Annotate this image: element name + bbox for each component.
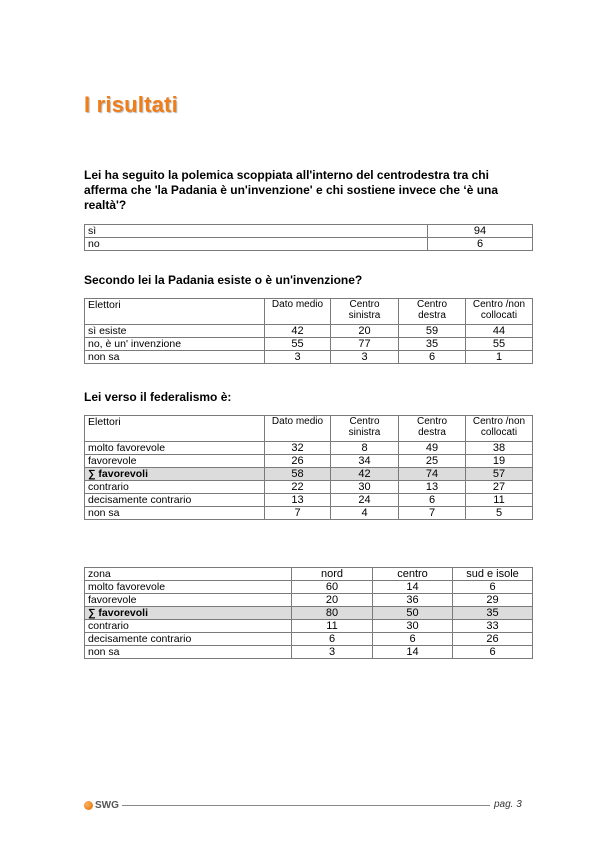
cell-value: 20: [292, 594, 373, 607]
cell-value: 3: [331, 351, 399, 364]
table-row: [85, 225, 533, 238]
cell-value: 49: [399, 442, 466, 455]
row-label: no: [85, 238, 428, 251]
question-1: Lei ha seguito la polemica scoppiata all'interno del centrodestra tra chi afferma che 'la Padania è un'invenzione' e chi sostiene invece che ‘è una realtà'?: [84, 168, 499, 212]
table-seguito-polemica: [84, 224, 533, 251]
header-label: zona: [85, 568, 292, 581]
column-header: Centro destra: [399, 299, 466, 325]
table-row: [85, 494, 533, 507]
cell-value: 6: [399, 351, 466, 364]
row-label: contrario: [85, 481, 265, 494]
row-label: sì: [85, 225, 428, 238]
header-label: Elettori: [85, 299, 265, 325]
row-label: non sa: [85, 351, 265, 364]
table-row: [85, 455, 533, 468]
column-header: Centro /non collocati: [466, 416, 533, 442]
row-label: sì esiste: [85, 325, 265, 338]
column-header: Centro sinistra: [331, 299, 399, 325]
row-label: molto favorevole: [85, 581, 292, 594]
table-row: [85, 620, 533, 633]
table-row: [85, 481, 533, 494]
row-label: favorevole: [85, 594, 292, 607]
table-header-row: [85, 299, 533, 325]
row-label: non sa: [85, 507, 265, 520]
column-header: Centro destra: [399, 416, 466, 442]
table-row: [85, 507, 533, 520]
cell-value: 55: [466, 338, 533, 351]
column-header: Centro sinistra: [331, 416, 399, 442]
cell-value: 7: [399, 507, 466, 520]
cell-value: 8: [331, 442, 399, 455]
cell-value: 6: [453, 581, 533, 594]
cell-value: 6: [292, 633, 373, 646]
column-header: centro: [373, 568, 453, 581]
cell-value: 14: [373, 646, 453, 659]
cell-value: 50: [373, 607, 453, 620]
table-row: [85, 442, 533, 455]
row-label: contrario: [85, 620, 292, 633]
table-row: [85, 338, 533, 351]
cell-value: 26: [265, 455, 331, 468]
page-title: I risultati: [84, 92, 178, 117]
cell-value: 44: [466, 325, 533, 338]
cell-value: 22: [265, 481, 331, 494]
row-label: molto favorevole: [85, 442, 265, 455]
cell-value: 74: [399, 468, 466, 481]
cell-value: 20: [331, 325, 399, 338]
cell-value: 3: [265, 351, 331, 364]
table-row: [85, 238, 533, 251]
cell-value: 35: [453, 607, 533, 620]
row-label: no, è un' invenzione: [85, 338, 265, 351]
table-row: [85, 646, 533, 659]
cell-value: 57: [466, 468, 533, 481]
column-header: nord: [292, 568, 373, 581]
cell-value: 13: [399, 481, 466, 494]
cell-value: 27: [466, 481, 533, 494]
header-label: Elettori: [85, 416, 265, 442]
cell-value: 6: [428, 238, 533, 251]
swg-logo-icon: [84, 801, 93, 810]
cell-value: 42: [265, 325, 331, 338]
table-row: [85, 325, 533, 338]
cell-value: 38: [466, 442, 533, 455]
cell-value: 42: [331, 468, 399, 481]
row-label: decisamente contrario: [85, 633, 292, 646]
cell-value: 30: [373, 620, 453, 633]
table-row: [85, 581, 533, 594]
table-padania-esiste: [84, 298, 533, 364]
row-label: non sa: [85, 646, 292, 659]
cell-value: 4: [331, 507, 399, 520]
cell-value: 6: [399, 494, 466, 507]
cell-value: 14: [373, 581, 453, 594]
table-row: [85, 633, 533, 646]
table-header-row: [85, 568, 533, 581]
cell-value: 34: [331, 455, 399, 468]
cell-value: 26: [453, 633, 533, 646]
table-row-sum: [85, 468, 533, 481]
table-federalismo-elettori: [84, 415, 533, 520]
cell-value: 32: [265, 442, 331, 455]
cell-value: 55: [265, 338, 331, 351]
cell-value: 5: [466, 507, 533, 520]
cell-value: 3: [292, 646, 373, 659]
column-header: Centro /non collocati: [466, 299, 533, 325]
table-row: [85, 351, 533, 364]
row-label: ∑ favorevoli: [85, 468, 265, 481]
row-label: ∑ favorevoli: [85, 607, 292, 620]
page-number: pag. 3: [494, 799, 522, 810]
cell-value: 19: [466, 455, 533, 468]
cell-value: 25: [399, 455, 466, 468]
table-federalismo-zona: [84, 567, 533, 659]
row-label: decisamente contrario: [85, 494, 265, 507]
cell-value: 6: [453, 646, 533, 659]
row-label: favorevole: [85, 455, 265, 468]
table-row: [85, 594, 533, 607]
table-header-row: [85, 416, 533, 442]
cell-value: 24: [331, 494, 399, 507]
column-header: Dato medio: [265, 416, 331, 442]
cell-value: 60: [292, 581, 373, 594]
cell-value: 36: [373, 594, 453, 607]
column-header: sud e isole: [453, 568, 533, 581]
cell-value: 94: [428, 225, 533, 238]
cell-value: 11: [292, 620, 373, 633]
cell-value: 11: [466, 494, 533, 507]
column-header: Dato medio: [265, 299, 331, 325]
cell-value: 80: [292, 607, 373, 620]
question-3: Lei verso il federalismo è:: [84, 390, 232, 404]
cell-value: 1: [466, 351, 533, 364]
cell-value: 6: [373, 633, 453, 646]
cell-value: 29: [453, 594, 533, 607]
cell-value: 35: [399, 338, 466, 351]
swg-logo: [84, 798, 119, 812]
swg-logo-text: SWG: [95, 799, 119, 811]
cell-value: 13: [265, 494, 331, 507]
cell-value: 33: [453, 620, 533, 633]
cell-value: 30: [331, 481, 399, 494]
footer-divider: [122, 805, 490, 806]
cell-value: 77: [331, 338, 399, 351]
cell-value: 58: [265, 468, 331, 481]
cell-value: 59: [399, 325, 466, 338]
question-2: Secondo lei la Padania esiste o è un'invenzione?: [84, 273, 363, 287]
table-row-sum: [85, 607, 533, 620]
cell-value: 7: [265, 507, 331, 520]
